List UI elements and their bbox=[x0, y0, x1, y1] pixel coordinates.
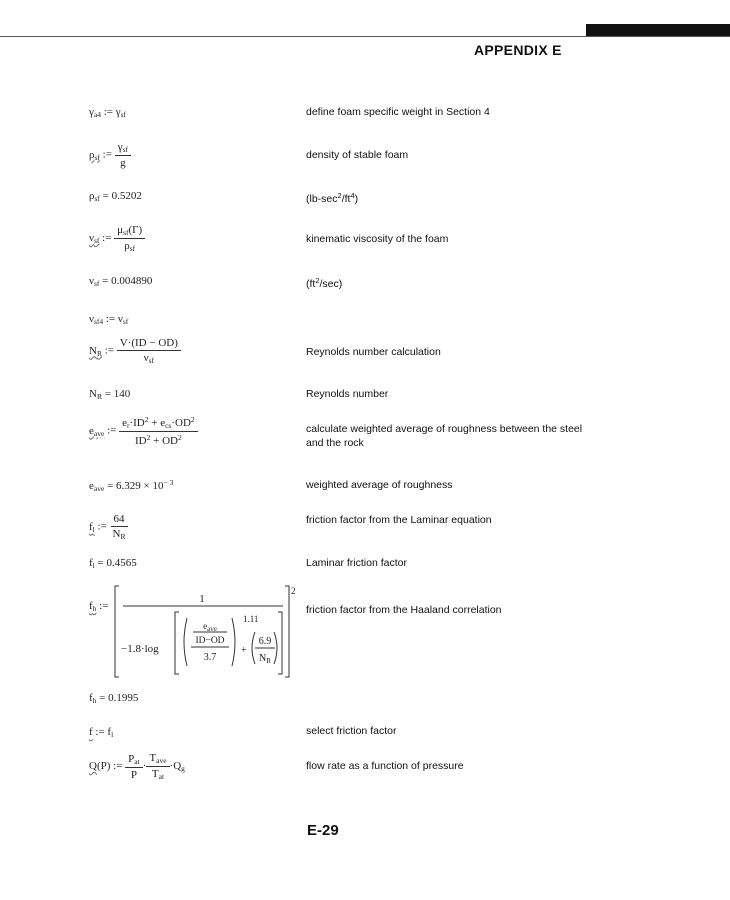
desc-select-friction: select friction factor bbox=[306, 725, 397, 737]
desc-kinematic-viscosity: kinematic viscosity of the foam bbox=[306, 233, 449, 245]
math-fl-def: $f_l$ := $\frac{64}{N_R}$ bbox=[89, 513, 129, 541]
haaland-num: 6.9 bbox=[258, 636, 272, 647]
math-fl-value: $f_l = 0.4565$ bbox=[89, 557, 137, 570]
desc-reynolds-number: Reynolds number bbox=[306, 388, 389, 400]
math-nu-value: $\nu_{sf} = 0.004890$ bbox=[89, 275, 153, 288]
haaland-coef: −1.8·log bbox=[121, 643, 159, 655]
math-rho-def: $\rho_{sf}$ := $\frac{\gamma_{sf}}{g}$ bbox=[89, 141, 131, 169]
haaland-eave: $e_{ave}$ bbox=[203, 621, 217, 633]
desc-density-units: $(lb-\sec^2/ft^4)$ bbox=[306, 191, 359, 205]
haaland-exponent: 1.11 bbox=[243, 614, 259, 624]
desc-haaland: friction factor from the Haaland correlation bbox=[306, 604, 502, 616]
math-fh-label: $f_h$ := bbox=[89, 600, 109, 613]
desc-viscosity-units: $(ft^2/\sec)$ bbox=[306, 276, 343, 290]
haaland-one: 1 bbox=[199, 593, 205, 605]
desc-flow-rate: flow rate as a function of pressure bbox=[306, 760, 464, 772]
math-select-f: f := $f_l$ bbox=[89, 726, 114, 739]
math-flow-rate: Q(P) := $\frac{P_{at}}{P}$ · $\frac{T_{ave}}{T_{at}}$ $\cdot Q_g$ bbox=[89, 752, 185, 781]
desc-foam-specific-weight: define foam specific weight in Section 4 bbox=[306, 106, 490, 118]
math-nu-def: $\nu_{sf}$ := $\frac{\mu_{sf}(\Gamma)}{\rho_{sf}}$ bbox=[89, 224, 145, 253]
desc-laminar-factor: Laminar friction factor bbox=[306, 557, 407, 569]
math-reynolds-def: $N_R$ := $\frac{V\cdot(ID - OD)}{\nu_{sf}}$ bbox=[89, 337, 181, 365]
desc-density: density of stable foam bbox=[306, 149, 409, 161]
desc-reynolds-calc: Reynolds number calculation bbox=[306, 346, 441, 358]
page-header-title: APPENDIX E bbox=[474, 42, 562, 58]
haaland-plus: + bbox=[241, 645, 247, 656]
haaland-id-od: ID−OD bbox=[195, 636, 225, 646]
math-fh-value: $f_h = 0.1995$ bbox=[89, 692, 139, 705]
page-number: E-29 bbox=[307, 822, 339, 839]
haaland-outer-exponent: 2 bbox=[291, 586, 296, 596]
haaland-nr: $N_R$ bbox=[259, 653, 271, 665]
desc-laminar-equation: friction factor from the Laminar equation bbox=[306, 514, 492, 526]
desc-weighted-avg: weighted average of roughness bbox=[306, 479, 453, 491]
header-rule bbox=[0, 36, 730, 37]
math-haaland-equation bbox=[113, 582, 303, 682]
header-bar bbox=[586, 24, 730, 36]
haaland-div: 3.7 bbox=[203, 652, 217, 663]
math-eave-def: $e_{ave}$ := $\frac{e_r\cdot ID^2 + e_{cs}\cdot OD^2}{ID^2 + OD^2}$ bbox=[89, 415, 198, 447]
math-eave-value: $e_{ave} = 6.329 \times 10^{- 3}$ bbox=[89, 478, 174, 493]
math-gamma-a4: $\gamma_{a4}$ := $\gamma_{sf}$ bbox=[89, 106, 127, 119]
math-rho-value: $\rho_{sf} = 0.5202$ bbox=[89, 190, 142, 203]
math-reynolds-value: $N_R = 140$ bbox=[89, 388, 131, 401]
desc-weighted-roughness: calculate weighted average of roughness between the steel and the rock bbox=[306, 423, 583, 449]
math-nu-sf4: $\nu_{sf4}$ := $\nu_{sf}$ bbox=[89, 313, 129, 326]
